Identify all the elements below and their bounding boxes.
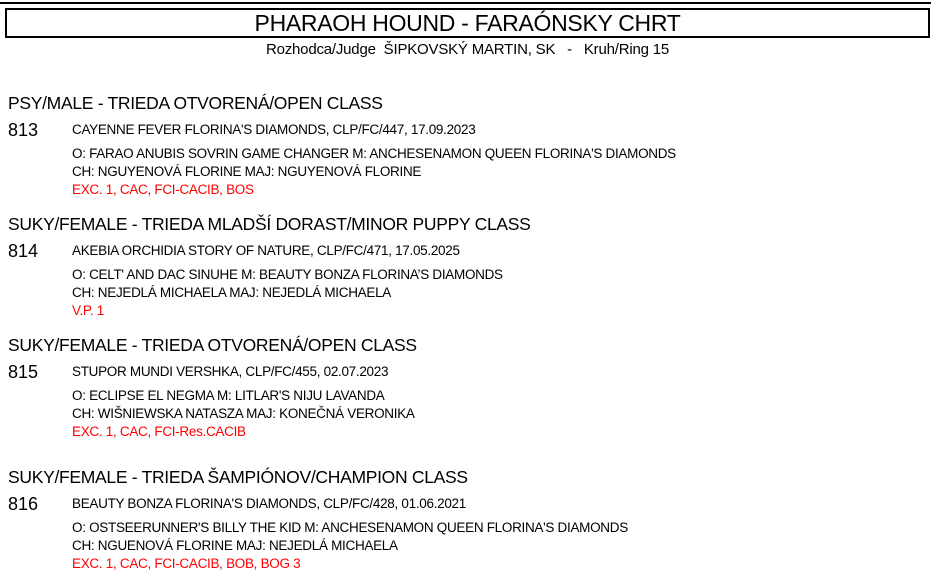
class-section — [0, 466, 935, 573]
class-header: SUKY/FEMALE - TRIEDA OTVORENÁ/OPEN CLASS — [8, 335, 417, 355]
sire-dam-line: O: ECLIPSE EL NEGMA M: LITLAR'S NIJU LAVANDA — [72, 388, 385, 403]
sire-dam-line: O: FARAO ANUBIS SOVRIN GAME CHANGER M: ANCHESENAMON QUEEN FLORINA'S DIAMONDS — [72, 146, 676, 161]
class-section — [0, 92, 935, 199]
catalog-number: 813 — [8, 120, 39, 140]
entry-details — [72, 495, 628, 573]
breed-title-box — [5, 8, 930, 38]
breeder-owner-line: CH: NGUENOVÁ FLORINE MAJ: NEJEDLÁ MICHAELA — [72, 538, 398, 553]
dog-name-line: AKEBIA ORCHIDIA STORY OF NATURE, CLP/FC/471, 17.05.2025 — [72, 243, 460, 258]
catalog-number: 814 — [8, 241, 39, 261]
result-line: EXC. 1, CAC, FCI-Res.CACIB — [72, 424, 246, 439]
result-line: EXC. 1, CAC, FCI-CACIB, BOS — [72, 182, 254, 197]
class-header: SUKY/FEMALE - TRIEDA ŠAMPIÓNOV/CHAMPION CLASS — [8, 467, 468, 487]
class-header: PSY/MALE - TRIEDA OTVORENÁ/OPEN CLASS — [8, 93, 383, 113]
entry-details — [72, 363, 415, 441]
top-divider-rule — [0, 2, 931, 4]
dog-entry — [0, 363, 935, 441]
class-section — [0, 334, 935, 441]
breed-title: PHARAOH HOUND - FARAÓNSKY CHRT — [254, 9, 681, 36]
result-line: EXC. 1, CAC, FCI-CACIB, BOB, BOG 3 — [72, 556, 301, 571]
entry-details — [72, 242, 503, 320]
class-header: SUKY/FEMALE - TRIEDA MLADŠÍ DORAST/MINOR PUPPY CLASS — [8, 214, 531, 234]
entry-details — [72, 121, 676, 199]
catalog-number: 816 — [8, 494, 39, 514]
sire-dam-line: O: CELT' AND DAC SINUHE M: BEAUTY BONZA FLORINA’S DIAMONDS — [72, 267, 503, 282]
dog-entry — [0, 121, 935, 199]
sire-dam-line: O: OSTSEERUNNER'S BILLY THE KID M: ANCHESENAMON QUEEN FLORINA'S DIAMONDS — [72, 520, 628, 535]
class-section — [0, 213, 935, 320]
dog-name-line: STUPOR MUNDI VERSHKA, CLP/FC/455, 02.07.2023 — [72, 364, 389, 379]
breeder-owner-line: CH: NGUYENOVÁ FLORINE MAJ: NGUYENOVÁ FLORINE — [72, 164, 422, 179]
dog-name-line: CAYENNE FEVER FLORINA'S DIAMONDS, CLP/FC/447, 17.09.2023 — [72, 122, 476, 137]
dog-entry — [0, 495, 935, 573]
dog-name-line: BEAUTY BONZA FLORINA'S DIAMONDS, CLP/FC/428, 01.06.2021 — [72, 496, 466, 511]
breeder-owner-line: CH: WIŠNIEWSKA NATASZA MAJ: KONEČNÁ VERONIKA — [72, 406, 415, 421]
dog-entry — [0, 242, 935, 320]
judge-ring-line: Rozhodca/Judge ŠIPKOVSKÝ MARTIN, SK - Kruh/Ring 15 — [265, 41, 670, 58]
breeder-owner-line: CH: NEJEDLÁ MICHAELA MAJ: NEJEDLÁ MICHAELA — [72, 285, 391, 300]
result-line: V.P. 1 — [72, 303, 104, 318]
catalog-number: 815 — [8, 362, 39, 382]
